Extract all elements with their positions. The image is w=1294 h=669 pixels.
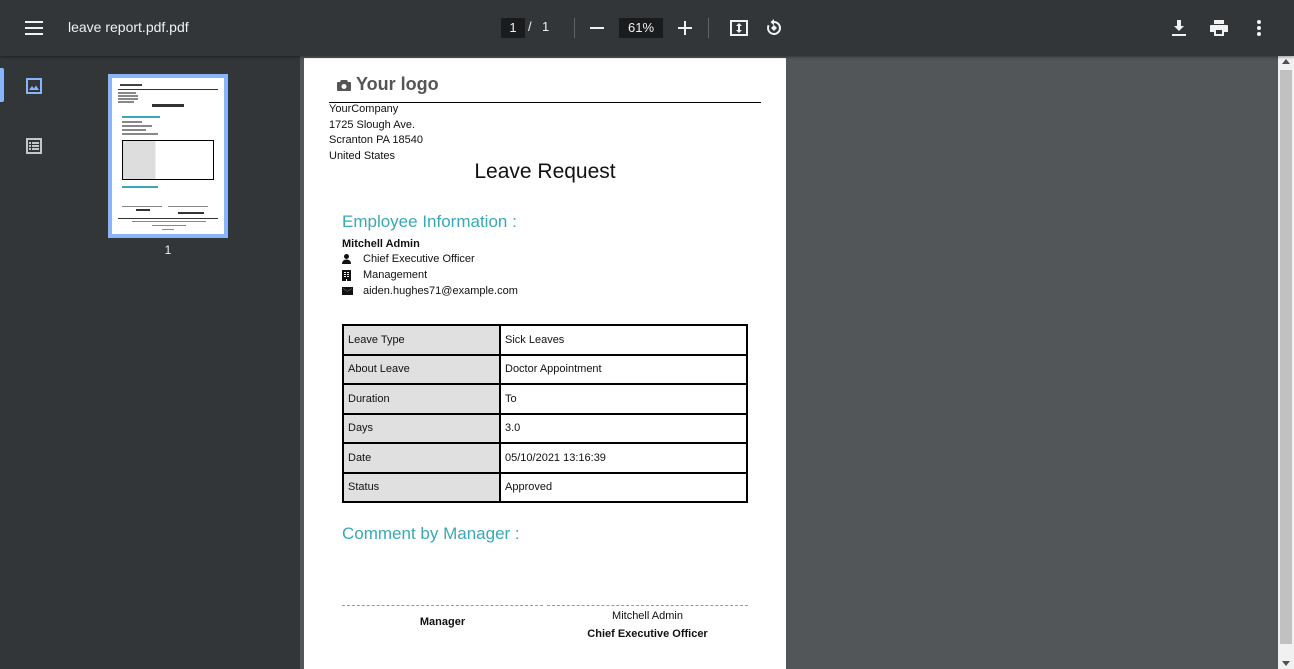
thumb-text <box>118 95 138 97</box>
print-icon[interactable] <box>1203 12 1235 44</box>
table-value: 3.0 <box>500 414 747 444</box>
rotate-icon[interactable] <box>758 12 790 44</box>
table-value: Doctor Appointment <box>500 355 747 385</box>
current-page-input[interactable]: 1 <box>501 18 525 38</box>
table-label: About Leave <box>343 355 500 385</box>
table-row <box>343 355 747 385</box>
thumbnail-sidebar <box>0 56 300 669</box>
table-row <box>343 414 747 444</box>
employee-email-address: aiden.hughes71@example.com <box>363 285 518 297</box>
pdf-page <box>304 58 786 669</box>
address-line1: 1725 Slough Ave. <box>329 118 416 131</box>
thumb-text <box>152 225 186 226</box>
manager-signature-label: Manager <box>419 616 466 628</box>
zoom-out-icon[interactable] <box>581 12 613 44</box>
comment-section-title: Comment by Manager : <box>342 524 520 543</box>
thumb-text <box>122 206 162 207</box>
zoom-in-icon[interactable] <box>669 12 701 44</box>
page-thumbnail[interactable] <box>108 74 228 238</box>
building-icon <box>342 270 363 281</box>
company-address <box>329 102 423 164</box>
table-label: Status <box>343 473 500 503</box>
toolbar-divider <box>708 18 709 38</box>
table-row <box>343 443 747 473</box>
employee-job <box>342 253 475 265</box>
thumb-logo <box>120 84 142 86</box>
employee-signature-name: Mitchell Admin <box>612 610 683 622</box>
thumbnail-page-number: 1 <box>164 243 172 257</box>
document-heading: Leave Request <box>474 160 616 183</box>
menu-icon[interactable] <box>18 12 50 44</box>
company-logo <box>337 74 439 95</box>
table-row <box>343 384 747 414</box>
address-line2: Scranton PA 18540 <box>329 134 423 146</box>
thumb-text <box>122 121 142 123</box>
active-indicator <box>0 68 4 102</box>
logo-text: Your logo <box>356 74 439 94</box>
employee-department-name: Management <box>363 269 428 281</box>
table-value: Sick Leaves <box>500 325 747 355</box>
thumb-text <box>122 133 158 135</box>
scroll-down-icon[interactable] <box>1282 661 1290 666</box>
thumb-text <box>162 229 174 230</box>
thumb-text <box>118 92 136 94</box>
envelope-icon <box>342 287 363 295</box>
thumb-text <box>118 101 134 103</box>
signature-line-manager <box>342 605 543 606</box>
thumb-text <box>168 206 208 207</box>
table-value: Approved <box>500 473 747 503</box>
camera-icon <box>337 79 351 91</box>
table-row <box>343 473 747 503</box>
outline-icon[interactable] <box>22 134 46 158</box>
signature-line-employee <box>547 605 748 606</box>
table-label: Date <box>343 443 500 473</box>
thumbnails-icon[interactable] <box>22 74 46 98</box>
thumb-text <box>136 209 150 211</box>
thumb-text <box>118 98 138 100</box>
thumb-section <box>122 116 160 118</box>
thumb-rule <box>118 218 218 219</box>
thumb-rule <box>118 89 218 90</box>
address-country: United States <box>329 149 396 162</box>
scroll-up-icon[interactable] <box>1282 59 1290 64</box>
thumb-text <box>132 221 206 222</box>
fit-page-icon[interactable] <box>723 12 755 44</box>
employee-department <box>342 269 427 281</box>
download-icon[interactable] <box>1163 12 1195 44</box>
thumb-text <box>178 212 204 214</box>
thumb-text <box>122 129 146 131</box>
thumb-title <box>152 104 184 107</box>
table-label: Leave Type <box>343 325 500 355</box>
employee-name: Mitchell Admin <box>342 238 420 250</box>
leave-details-table <box>342 324 748 503</box>
employee-job-title: Chief Executive Officer <box>363 253 475 265</box>
table-value: 05/10/2021 13:16:39 <box>500 443 747 473</box>
vertical-scrollbar[interactable] <box>1278 56 1294 669</box>
employee-section-title: Employee Information : <box>342 212 517 231</box>
table-label: Days <box>343 414 500 444</box>
table-label: Duration <box>343 384 500 414</box>
employee-signature-role: Chief Executive Officer <box>587 628 708 640</box>
employee-email <box>342 285 518 297</box>
user-icon <box>342 254 363 264</box>
scroll-thumb[interactable] <box>1280 70 1292 644</box>
table-value: To <box>500 384 747 414</box>
thumb-section <box>122 186 158 188</box>
table-row <box>343 325 747 355</box>
toolbar-divider <box>574 18 575 38</box>
page-separator: / <box>528 19 532 34</box>
company-name: YourCompany <box>329 103 399 115</box>
zoom-level-input[interactable]: 61% <box>619 18 663 38</box>
thumb-table <box>122 140 214 180</box>
thumb-text <box>122 125 152 127</box>
more-vert-icon[interactable] <box>1243 12 1275 44</box>
total-pages: 1 <box>542 19 550 34</box>
document-title: leave report.pdf.pdf <box>68 19 189 35</box>
pdf-toolbar <box>0 0 1294 56</box>
